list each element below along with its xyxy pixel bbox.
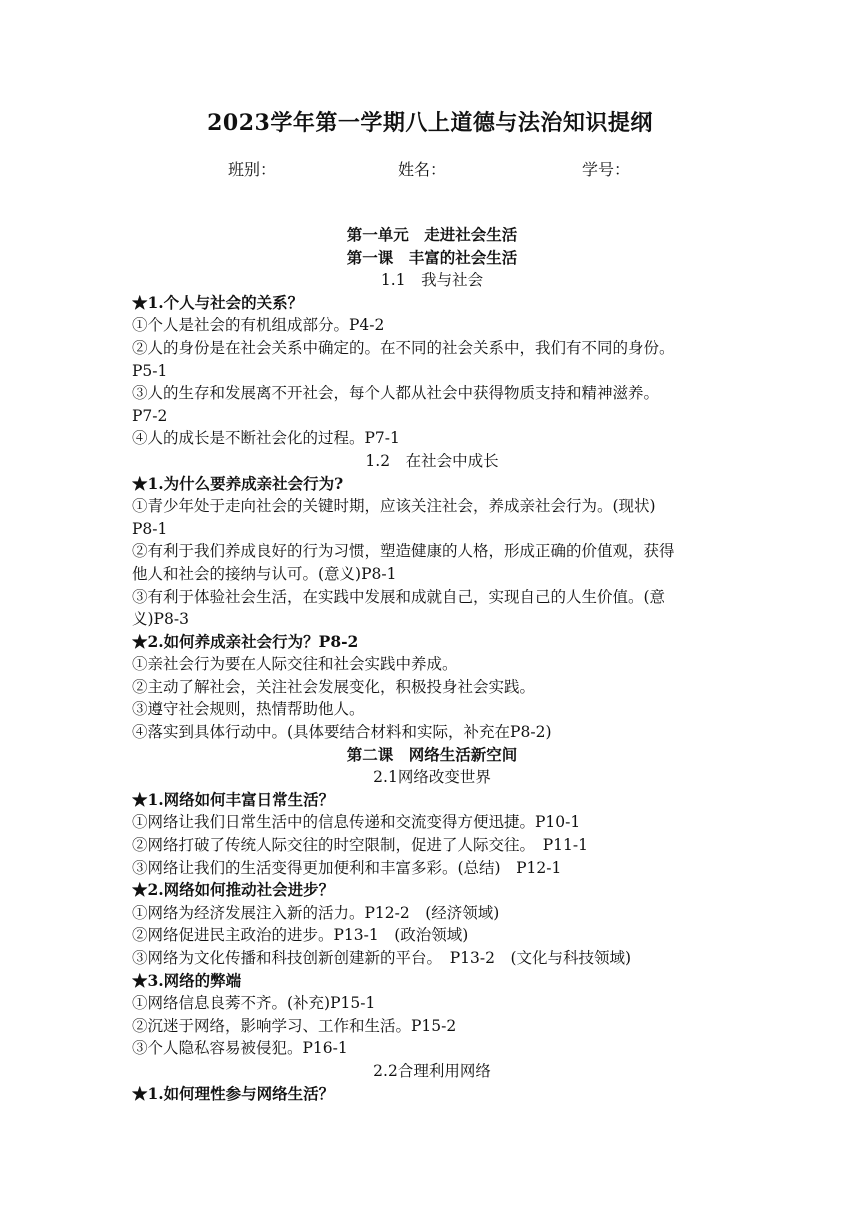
- answer-line: ②沉迷于网络，影响学习、工作和生活。P15-2: [132, 1016, 457, 1035]
- answer-line: P5-1: [132, 361, 168, 380]
- answer-line: ④落实到具体行动中。(具体要结合材料和实际，补充在P8-2): [132, 723, 552, 742]
- section-heading: 1.1 我与社会: [380, 271, 484, 290]
- question-heading: ★1.为什么要养成亲社会行为?: [132, 473, 344, 493]
- question-heading: ★2.如何养成亲社会行为？P8-2: [132, 631, 359, 651]
- document-title: 2023学年第一学期八上道德与法治知识提纲: [207, 110, 653, 136]
- answer-line: ②人的身份是在社会关系中确定的。在不同的社会关系中，我们有不同的身份。: [132, 338, 675, 357]
- student-id-label: 学号：: [582, 160, 631, 179]
- section-heading: 1.2 在社会中成长: [365, 451, 499, 470]
- answer-line: P8-1: [132, 519, 168, 538]
- answer-line: ②网络促进民主政治的进步。P13-1 (政治领域): [132, 926, 469, 945]
- answer-line: ①个人是社会的有机组成部分。P4-2: [132, 316, 385, 335]
- section-heading: 2.1网络改变世界: [373, 768, 491, 787]
- lesson-heading: 第一课 丰富的社会生活: [346, 247, 518, 267]
- answer-line: ③个人隐私容易被侵犯。P16-1: [132, 1039, 348, 1058]
- question-heading: ★3.网络的弊端: [132, 970, 242, 990]
- answer-line: ①亲社会行为要在人际交往和社会实践中养成。: [132, 655, 458, 674]
- answer-line: ①网络信息良莠不齐。(补充)P15-1: [132, 994, 376, 1013]
- lesson-heading: 第二课 网络生活新空间: [346, 744, 518, 764]
- answer-line: ①网络为经济发展注入新的活力。P12-2 (经济领域): [132, 903, 500, 922]
- question-heading: ★1.个人与社会的关系？: [132, 292, 304, 312]
- answer-line: ③遵守社会规则，热情帮助他人。: [132, 700, 365, 719]
- answer-line: ③人的生存和发展离不开社会，每个人都从社会中获得物质支持和精神滋养。: [132, 384, 660, 403]
- document-body: [132, 224, 732, 1105]
- answer-line: ②有利于我们养成良好的行为习惯，塑造健康的人格，形成正确的价值观，获得: [132, 542, 675, 561]
- question-heading: ★1.网络如何丰富日常生活？: [132, 789, 335, 809]
- question-heading: ★2.网络如何推动社会进步？: [132, 880, 335, 900]
- student-info-row: [0, 157, 860, 181]
- answer-line: ②网络打破了传统人际交往的时空限制，促进了人际交往。 P11-1: [132, 836, 589, 855]
- answer-line: ④人的成长是不断社会化的过程。P7-1: [132, 429, 400, 448]
- class-label: 班别：: [228, 160, 277, 179]
- answer-line: ③网络为文化传播和科技创新创建新的平台。 P13-2 (文化与科技领域): [132, 949, 632, 967]
- answer-line: 义)P8-3: [132, 610, 189, 629]
- answer-line: ②主动了解社会，关注社会发展变化，积极投身社会实践。: [132, 677, 536, 696]
- answer-line: ①青少年处于走向社会的关键时期，应该关注社会，养成亲社会行为。(现状): [132, 497, 656, 516]
- answer-line: ③有利于体验社会生活，在实践中发展和成就自己，实现自己的人生价值。(意: [132, 587, 666, 606]
- unit-heading: 第一单元 走进社会生活: [346, 225, 518, 244]
- answer-line: ①网络让我们日常生活中的信息传递和交流变得方便迅捷。P10-1: [132, 813, 581, 832]
- answer-line: ③网络让我们的生活变得更加便利和丰富多彩。(总结) P12-1: [132, 858, 562, 877]
- section-heading: 2.2合理利用网络: [373, 1061, 491, 1080]
- answer-line: 他人和社会的接纳与认可。(意义)P8-1: [132, 564, 397, 583]
- question-heading: ★1.如何理性参与网络生活？: [132, 1083, 335, 1103]
- name-label: 姓名：: [398, 160, 447, 179]
- answer-line: P7-2: [132, 406, 168, 425]
